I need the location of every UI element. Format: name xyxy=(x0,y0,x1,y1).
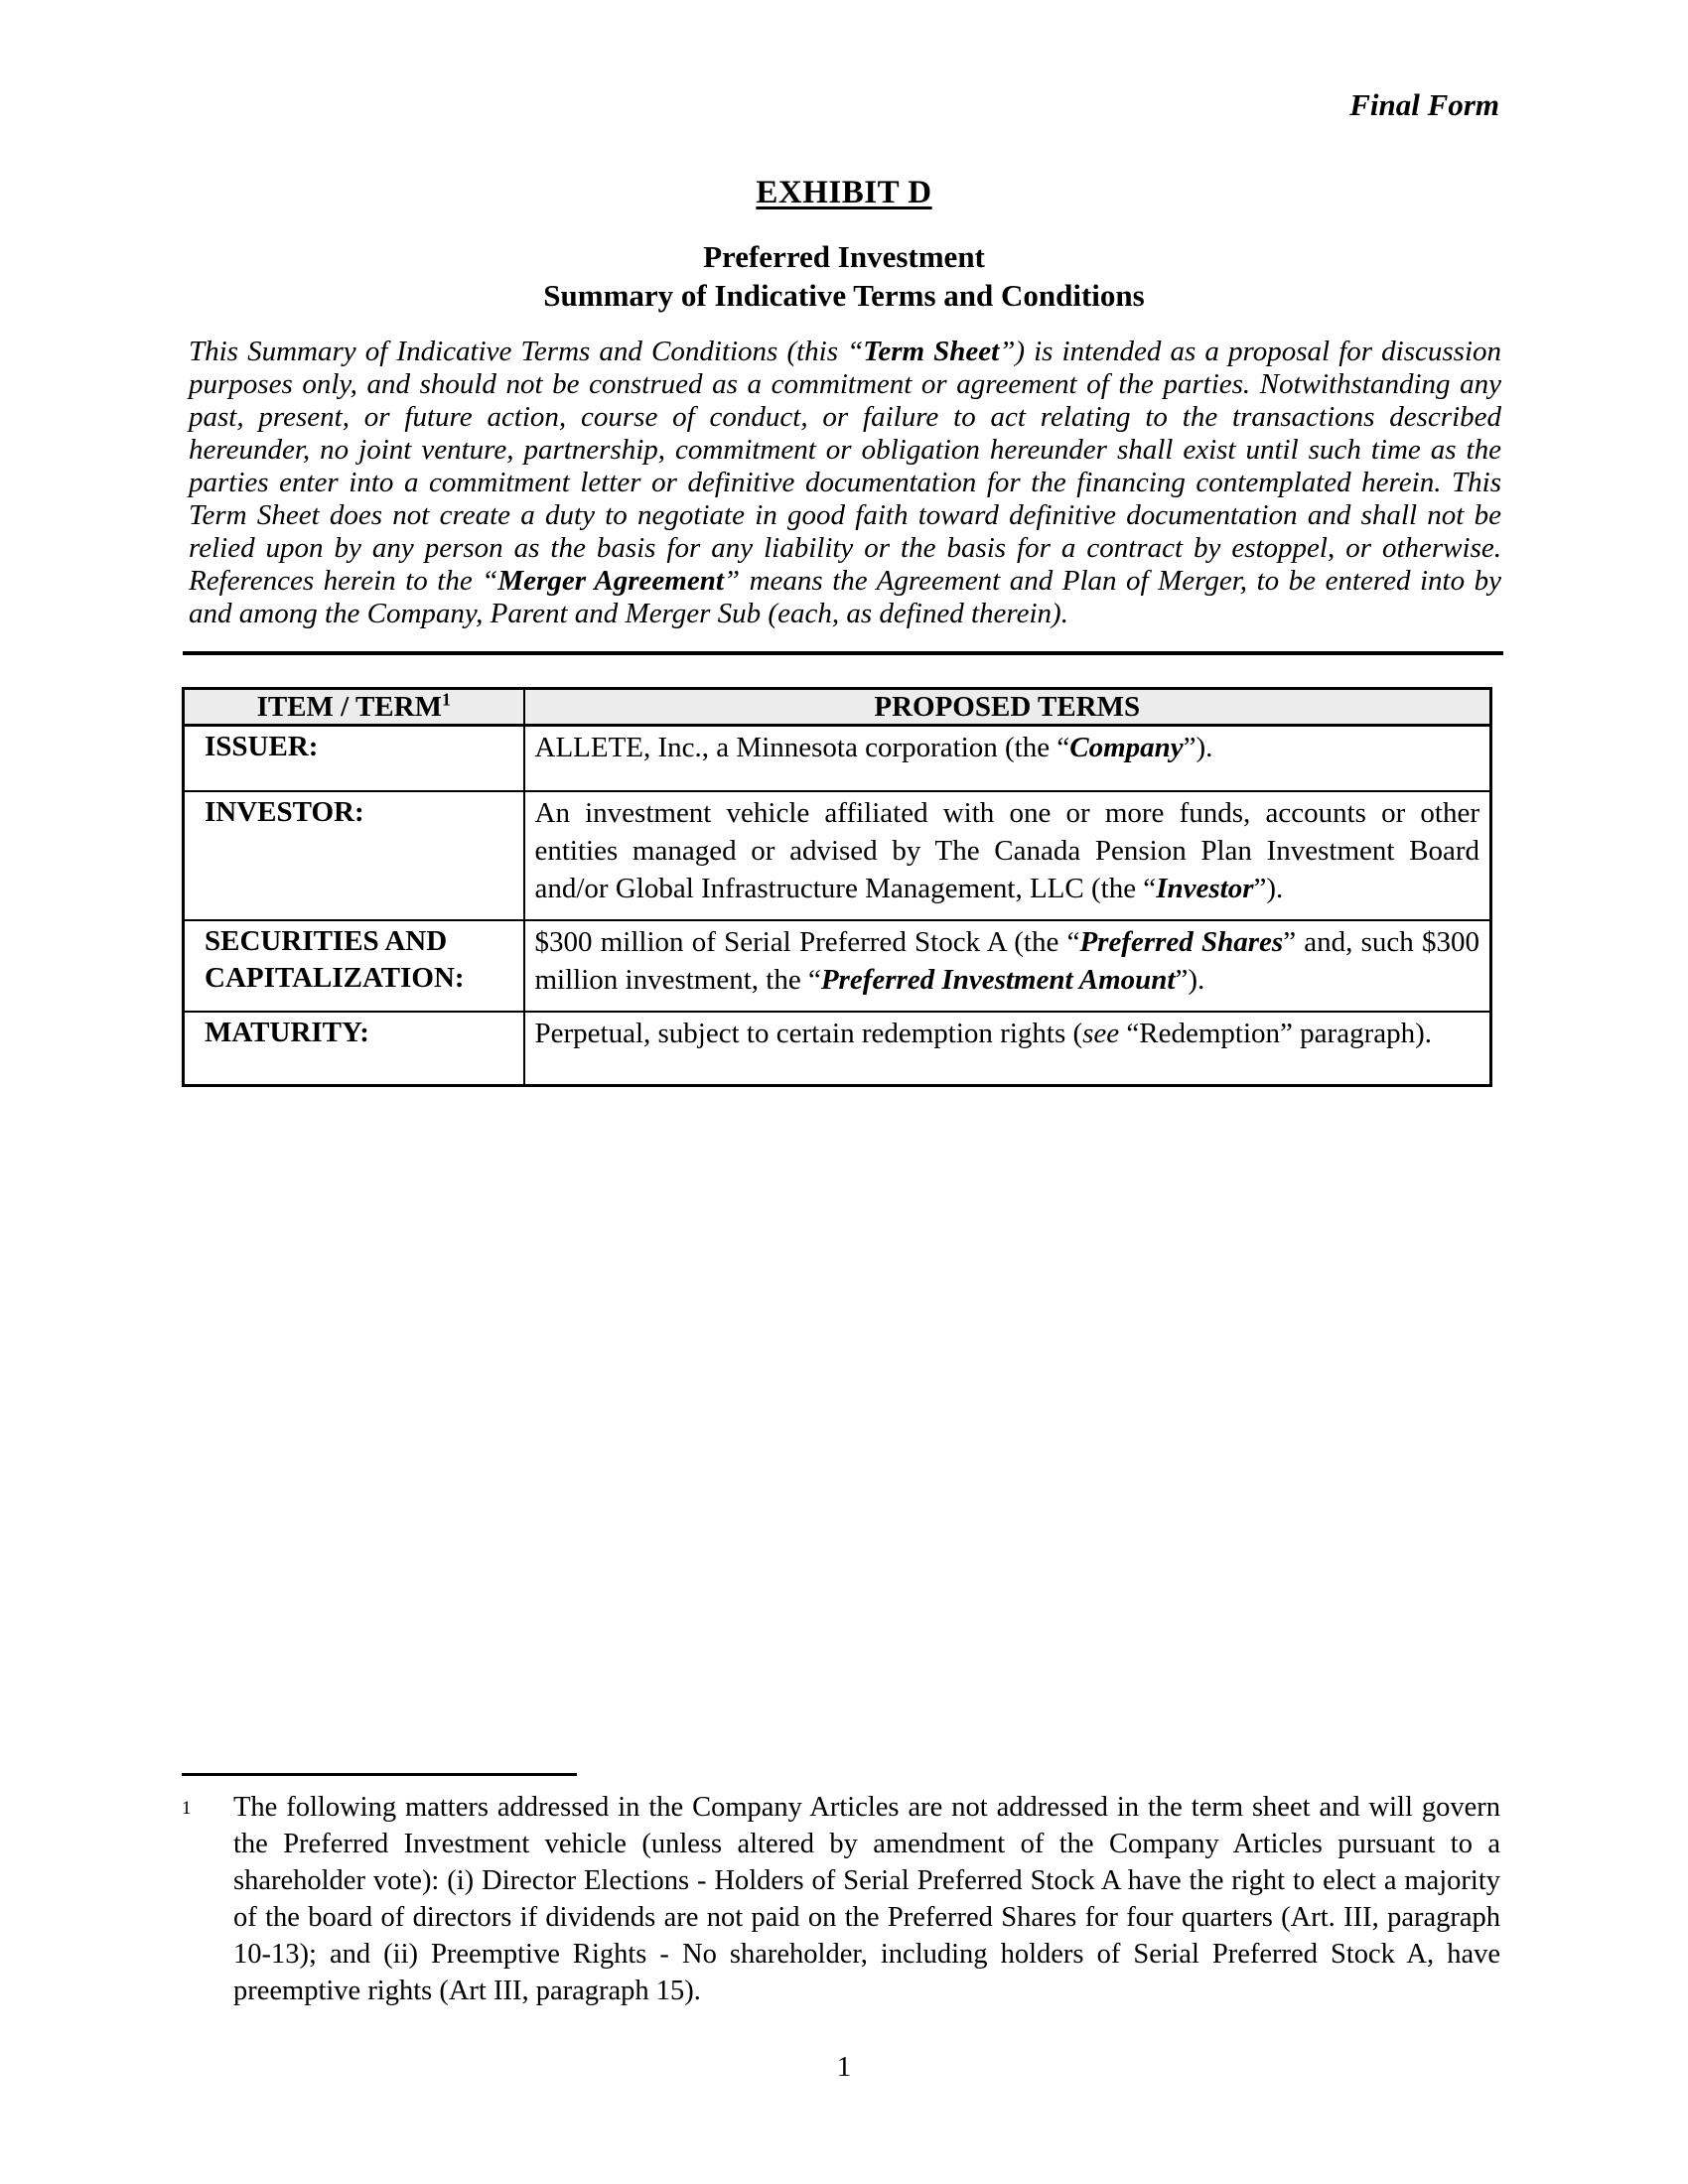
row-value-investor xyxy=(524,791,1491,920)
table-row-securities-capitalization xyxy=(184,920,1491,1012)
defined-term-preferred-investment-amount: Preferred Investment Amount xyxy=(820,964,1176,996)
value-text: ALLETE, Inc., a Minnesota corporation (the “ xyxy=(534,732,1070,763)
header-note: Final Form xyxy=(1349,87,1499,122)
value-text: “Redemption” paragraph). xyxy=(1119,1018,1433,1049)
row-label-maturity: MATURITY: xyxy=(184,1012,524,1086)
row-value-maturity xyxy=(524,1012,1491,1086)
exhibit-title-text: EXHIBIT D xyxy=(756,175,932,210)
title-block xyxy=(0,175,1688,315)
table-row-investor xyxy=(184,791,1491,920)
defined-term-investor: Investor xyxy=(1156,873,1254,904)
cross-reference-see: see xyxy=(1082,1018,1120,1049)
column-header-item-term xyxy=(184,689,524,726)
column-header-item-text: ITEM / TERM xyxy=(256,691,442,723)
table-row-maturity xyxy=(184,1012,1491,1086)
defined-term-preferred-shares: Preferred Shares xyxy=(1079,926,1284,958)
disclaimer-text: ”) is intended as a proposal for discussion purposes only, and should not be construed as a commitment or agreement of the parties. Notwithstanding any past, present, or future action, course of conduct, or failure to act relating to the transactions described hereunder, no joint venture, partnership, commitment or obligation hereunder shall exist until such time as the parties enter into a commitment letter or definitive documentation for the financing contemplated herein. This Term Sheet does not create a duty to negotiate in good faith toward definitive documentation and shall not be relied upon by any person as the basis for any liability or the basis for a contract by estoppel, or otherwise. References herein to the “ xyxy=(189,336,1501,597)
value-text: An investment vehicle affiliated with one or more funds, accounts or other entities managed or advised by The Canada Pension Plan Investment Board and/or Global Infrastructure Management, LLC (the “ xyxy=(534,797,1479,904)
row-label-investor: INVESTOR: xyxy=(184,791,524,920)
disclaimer-text: This Summary of Indicative Terms and Conditions (this “ xyxy=(189,336,864,367)
disclaimer-paragraph xyxy=(189,336,1501,630)
footnote-reference-marker: 1 xyxy=(441,689,451,710)
footnote-text: The following matters addressed in the Company Articles are not addressed in the term sheet and will govern the Preferred Investment vehicle (unless altered by amendment of the Company Articles pursuant to a shareholder vote): (i) Director Elections - Holders of Serial Preferred Stock A have the right to elect a majority of the board of directors if dividends are not paid on the Preferred Shares for four quarters (Art. III, paragraph 10-13); and (ii) Preemptive Rights - No shareholder, including holders of Serial Preferred Stock A, have preemptive rights (Art III, paragraph 15). xyxy=(233,1792,1500,2006)
defined-term-company: Company xyxy=(1069,732,1184,763)
footnote-separator xyxy=(182,1773,577,1776)
value-text: Perpetual, subject to certain redemption rights ( xyxy=(534,1018,1083,1049)
doc-subtitle-line2: Summary of Indicative Terms and Conditions xyxy=(543,278,1145,313)
row-label-issuer: ISSUER: xyxy=(184,726,524,792)
doc-subtitle-line1: Preferred Investment xyxy=(703,239,985,274)
footnote-number: 1 xyxy=(182,1798,192,1819)
footnote xyxy=(182,1789,1500,2009)
value-text: $300 million of Serial Preferred Stock A (the “ xyxy=(534,926,1080,958)
table-header-row xyxy=(184,689,1491,726)
value-text: ” and, such $300 million investment, the “ xyxy=(534,926,1479,996)
exhibit-title xyxy=(0,175,1688,211)
page-number: 1 xyxy=(836,2051,852,2083)
disclaimer-text: ” means the Agreement and Plan of Merger, to be entered into by and among the Company, Parent and Merger Sub (each, as defined therein). xyxy=(189,565,1502,629)
row-value-securities xyxy=(524,920,1491,1012)
row-value-issuer xyxy=(524,726,1491,792)
column-header-proposed-terms: PROPOSED TERMS xyxy=(524,689,1491,726)
defined-term-merger-agreement: Merger Agreement xyxy=(497,565,724,597)
table-row-issuer xyxy=(184,726,1491,792)
row-label-securities: SECURITIES AND CAPITALIZATION: xyxy=(184,920,524,1012)
defined-term-term-sheet: Term Sheet xyxy=(863,336,1000,367)
value-text: ”). xyxy=(1253,873,1284,904)
value-text: ”). xyxy=(1175,964,1205,996)
terms-table xyxy=(182,687,1492,1087)
value-text: ”). xyxy=(1183,732,1213,763)
section-divider xyxy=(183,651,1503,655)
